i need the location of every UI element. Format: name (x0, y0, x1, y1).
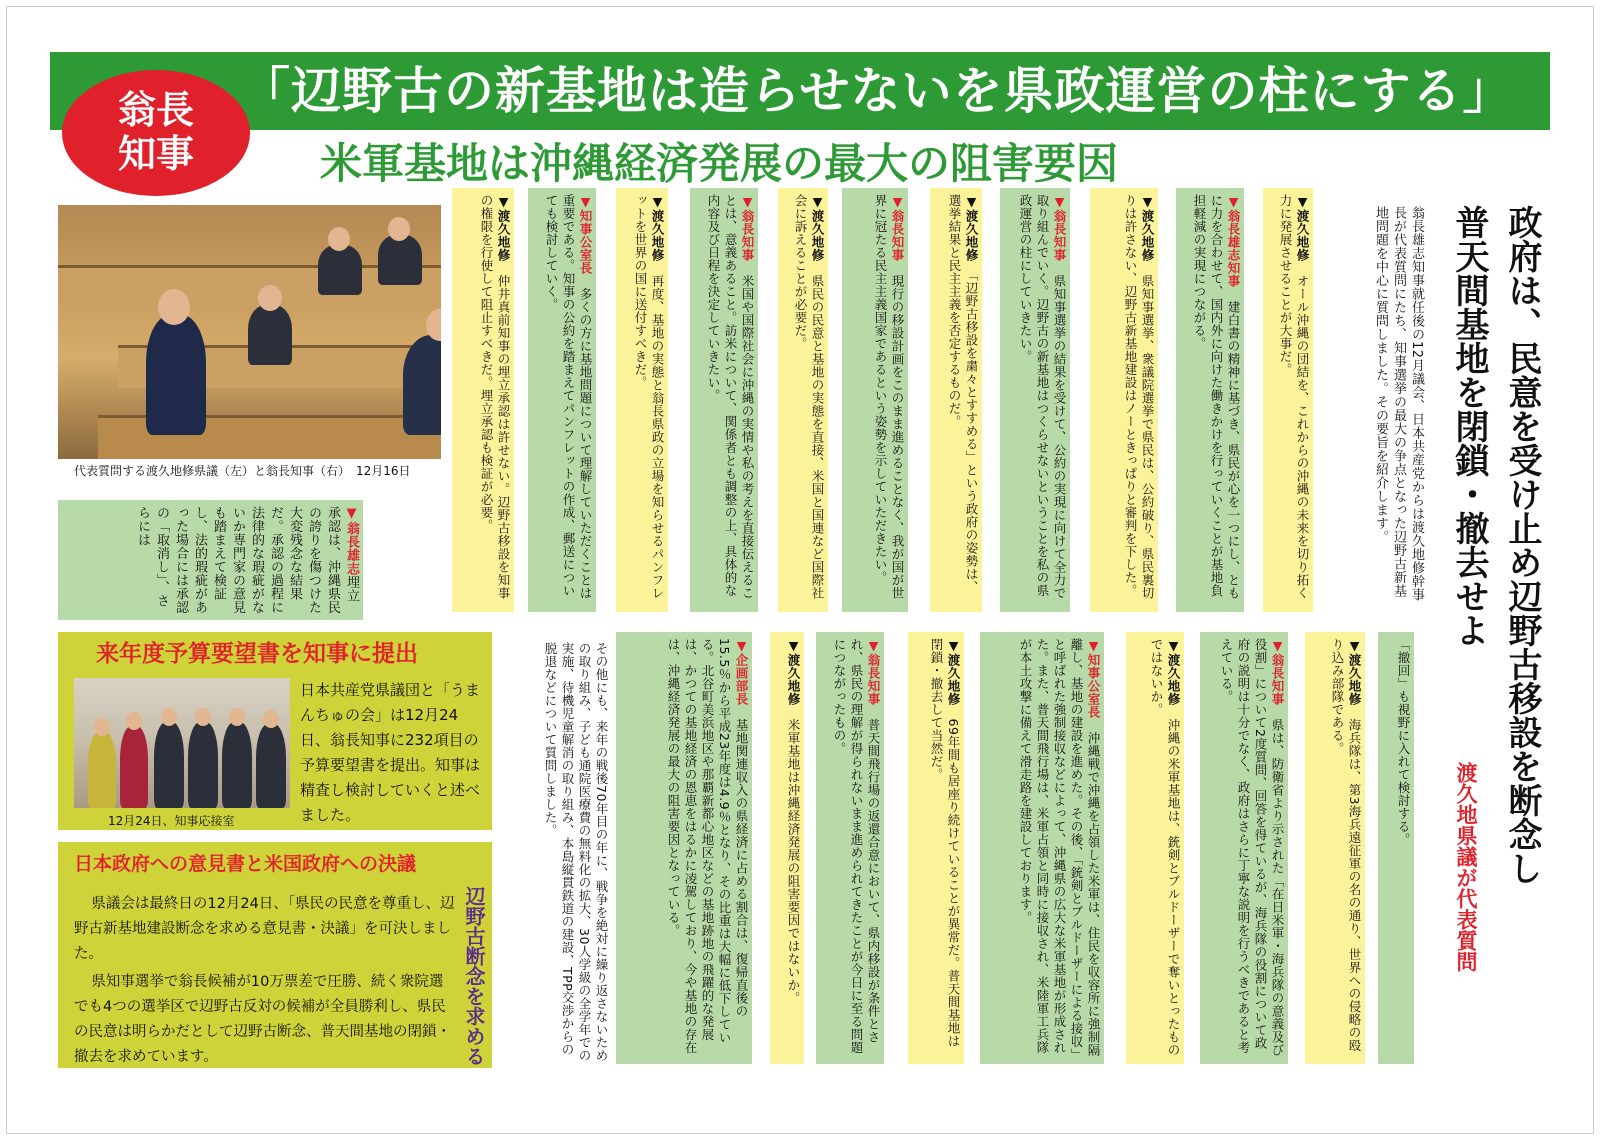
top-column-5 (930, 188, 982, 612)
bottom-text-1: 「撤回」も視野に入れて検討する。 (1396, 638, 1411, 846)
budget-box-title: 来年度予算要望書を知事に提出 (96, 641, 418, 667)
bottom-column-6 (908, 632, 964, 1064)
resolution-box (58, 842, 492, 1068)
under-photo-column (58, 500, 363, 620)
top-speaker-3: ▼渡久地修 (1140, 194, 1155, 262)
top-text-7: 県民の民意と基地の実態を直接、米国と国連など国際社会に訴えることが必要だ。 (793, 194, 825, 600)
top-text-3: 県知事選挙、衆議院選挙で県民は、公約破り、県民裏切りは許さない、辺野古新基地建設はノーときっぱりと審判を下した。 (1123, 194, 1155, 600)
resolution-para-2: 県知事選挙で翁長候補が10万票差で圧勝、続く衆院選でも4つの選挙区で辺野古反対の候補が全員勝利し、県民の民意は明らかだとして辺野古断念、普天間基地の閉鎖・撤去を求めています。 (74, 974, 451, 1065)
bottom-column-7 (816, 632, 884, 1064)
budget-caption: 12月24日、知事応接室 (108, 814, 235, 828)
resolution-para-1: 県議会は最終日の12月24日、「県民の民意を尊重し、辺野古新基地建設断念を求める意見書・決議」を可決しました。 (74, 896, 455, 962)
assembly-photo (58, 205, 441, 459)
right-title-byline: 渡久地県議が代表質問 (1454, 762, 1478, 972)
top-column-3 (1090, 188, 1158, 612)
photo-caption: 代表質問する渡久地修県議（左）と翁長知事（右） 12月16日 (74, 464, 411, 478)
under-photo-text: 埋立承認は、沖縄県民の誇りを傷つけた大変残念な結果だ。承認の過程に法律的な瑕疵がないか専門家の意見も踏まえて検証し、法的瑕疵があった場合には承認の「取消し」、さらには (135, 506, 359, 614)
under-photo-speaker: ▼翁長雄志 (344, 506, 359, 576)
bottom-column-4 (1126, 632, 1184, 1064)
bottom-text-6: 69年間も居座り続けていることが異常だ。普天間基地は閉鎖・撤去して当然だ。 (929, 638, 961, 1048)
bottom-speaker-5: ▼知事公室長 (1086, 638, 1101, 719)
bottom-column-9 (616, 632, 752, 1064)
top-speaker-10: ▼知事公室長 (578, 194, 593, 275)
top-speaker-4: ▼翁長知事 (1052, 194, 1067, 262)
top-speaker-8: ▼翁長知事 (740, 194, 755, 262)
intro-text: 翁長雄志知事就任後の12月議会、日本共産党からは渡久地修幹事長が代表質問にたち、知事選挙の最大の争点となった辺野古新基地問題を中心に質問しました。その要旨を紹介します。 (1373, 206, 1424, 602)
resolution-box-title: 日本政府への意見書と米国政府への決議 (74, 853, 417, 875)
bottom-column-1 (1378, 632, 1414, 1064)
bottom-text-4: 沖縄の米軍基地は、銃剣とブルドーザーで奪いとったものではないか。 (1149, 638, 1181, 1057)
bottom-speaker-6: ▼渡久地修 (946, 638, 961, 706)
budget-photo (74, 678, 290, 808)
bottom-text-8: 米軍基地は沖縄経済発展の阻害要因ではないか。 (786, 718, 801, 1005)
bottom-speaker-9: ▼企画部長 (734, 638, 749, 706)
top-speaker-7: ▼渡久地修 (810, 194, 825, 262)
top-text-5: 「辺野古移設を粛々とすすめる」という政府の姿勢は、選挙結果と民主主義を否定するものだ。 (947, 194, 979, 594)
top-text-6: 現行の移設計画をこのまま進めることなく、我が国が世界に冠たる民主主義国家であるという姿勢を示していただきたい。 (873, 194, 905, 600)
top-speaker-2: ▼翁長雄志知事 (1226, 194, 1241, 288)
right-title-line1: 政府は、民意を受け止め辺野古移設を断念し (1502, 205, 1542, 885)
top-speaker-11: ▼渡久地修 (496, 194, 511, 262)
bottom-text-3: 県は、防衛省より示された「在日米軍・海兵隊の意義及び役割」について2度質問、回答を得ているが、海兵隊の役割について政府の説明は十分でなく、政府はさらに丁寧な説明を行うべきであると考えている。 (1219, 638, 1285, 1057)
bottom-speaker-3: ▼翁長知事 (1270, 638, 1285, 706)
top-speaker-9: ▼渡久地修 (650, 194, 665, 262)
badge-line-2: 知事 (117, 132, 194, 176)
top-text-9: 再度、基地の実態と翁長県政の立場を知らせるパンフレットを世界の国に送付すべきだ。 (633, 194, 665, 600)
badge-line-1: 翁長 (117, 88, 194, 132)
headline: 「辺野古の新基地は造らせないを県政運営の柱にする」 (240, 62, 1514, 120)
governor-badge (62, 70, 250, 196)
top-speaker-6: ▼翁長知事 (890, 194, 905, 262)
top-text-2: 建白書の精神に基づき、県民が心を一つにし、ともに力を合わせて、国内外に向けた働きかけを行っていくことが基地負担軽減の実現につながる。 (1192, 194, 1241, 600)
intro-column (1337, 200, 1427, 608)
bottom-text-9: 基地関連収入の県経済に占める割合は、復帰直後の15.5％から平成23年度は4.9％となり、その比重は大幅に低下している。北谷町美浜地区や那覇新都心地区などの基地跡地の飛躍的な発展は、かつての基地経済の恩恵をはるかに凌駕しており、今や基地の存在は、沖縄経済発展の最大の阻害要因となっている。 (666, 638, 749, 1054)
top-column-1 (1263, 188, 1313, 612)
bottom-speaker-7: ▼翁長知事 (866, 638, 881, 706)
bottom-column-2 (1305, 632, 1365, 1064)
top-column-9 (616, 188, 668, 612)
bottom-text-2: 海兵隊は、第3海兵遠征軍の名の通り、世界への侵略の殴り込み部隊である。 (1330, 638, 1362, 1052)
bottom-text-5: 沖縄戦で沖縄を占領した米軍は、住民を収容所に強制隔離し、基地の建設を進めた。その後、「銃剣とブルドーザーによる接収」と呼ばれた強制接収などによって、沖縄県の広大な米軍基地が形成された。また、普天間飛行場は、米軍占領と同時に接収され、米陸軍工兵隊が本土攻撃に備えて滑走路を建設しております。 (1018, 638, 1101, 1057)
budget-box (58, 632, 492, 830)
top-text-10: 多くの方に基地問題について理解していただくことは重要である。知事の公約を踏まえてパンフレットの作成、郵送についても検討していく。 (544, 194, 593, 600)
top-speaker-5: ▼渡久地修 (964, 194, 979, 262)
top-text-4: 県知事選挙の結果を受けて、公約の実現に向けて全力で取り組んでいく。辺野古の新基地はつくらせないということを私の県政運営の柱にしていきたい。 (1018, 194, 1067, 600)
budget-box-text: 日本共産党県議団と「うまんちゅの会」は12月24日、翁長知事に232項目の予算要望書を提出。知事は精査し検討していくと述べました。 (300, 681, 481, 824)
subheadline: 米軍基地は沖縄経済発展の最大の阻害要因 (320, 139, 1119, 188)
top-column-8 (690, 188, 758, 612)
top-column-10 (528, 188, 596, 612)
resolution-side-title: 辺野古断念を求める (462, 886, 486, 1066)
bottom-text-7: 普天間飛行場の返還合意において、県内移設が条件とされ、県民の理解が得られないまま進められてきたことが今日に至る問題につながったもの。 (832, 638, 881, 1054)
bottom-column-8 (770, 632, 804, 1064)
top-column-6 (842, 188, 908, 612)
top-text-11: 仲井真前知事の埋立承認は許せない。辺野古移設を知事の権限を行使して阻止すべきだ。埋立承認も検証が必要。 (479, 194, 511, 600)
bottom-speaker-8: ▼渡久地修 (786, 638, 801, 706)
top-text-8: 米国や国際社会に沖縄の実情や私の考えを直接伝えることは、意義あること。訪米について、関係者とも調整の上、具体的な内容及び日程を決定していきたい。 (706, 194, 755, 600)
right-title-line2: 普天間基地を閉鎖・撤去せよ (1449, 205, 1489, 647)
top-text-1: オール沖縄の団結を、これからの沖縄の未来を切り拓く力に発展させることが大事だ。 (1278, 194, 1310, 600)
bottom-column-5 (980, 632, 1104, 1064)
top-column-7 (778, 188, 828, 612)
top-column-11 (452, 188, 514, 612)
top-column-2 (1176, 188, 1244, 612)
top-speaker-1: ▼渡久地修 (1295, 194, 1310, 262)
bottom-speaker-2: ▼渡久地修 (1347, 638, 1362, 706)
other-questions-column (512, 636, 612, 1068)
other-questions-text: その他にも、来年の戦後70年目の年に、戦争を絶対に繰り返さないための取り組み、子ども通院医療費の無料化の拡大、30人学級の全学年での実施、待機児童解消の取り組み、本島縦貫鉄道の建設、TPP交渉からの脱退などについて質問しました。 (543, 642, 609, 1062)
top-column-4 (1000, 188, 1070, 612)
bottom-speaker-4: ▼渡久地修 (1166, 638, 1181, 706)
bottom-column-3 (1200, 632, 1288, 1064)
